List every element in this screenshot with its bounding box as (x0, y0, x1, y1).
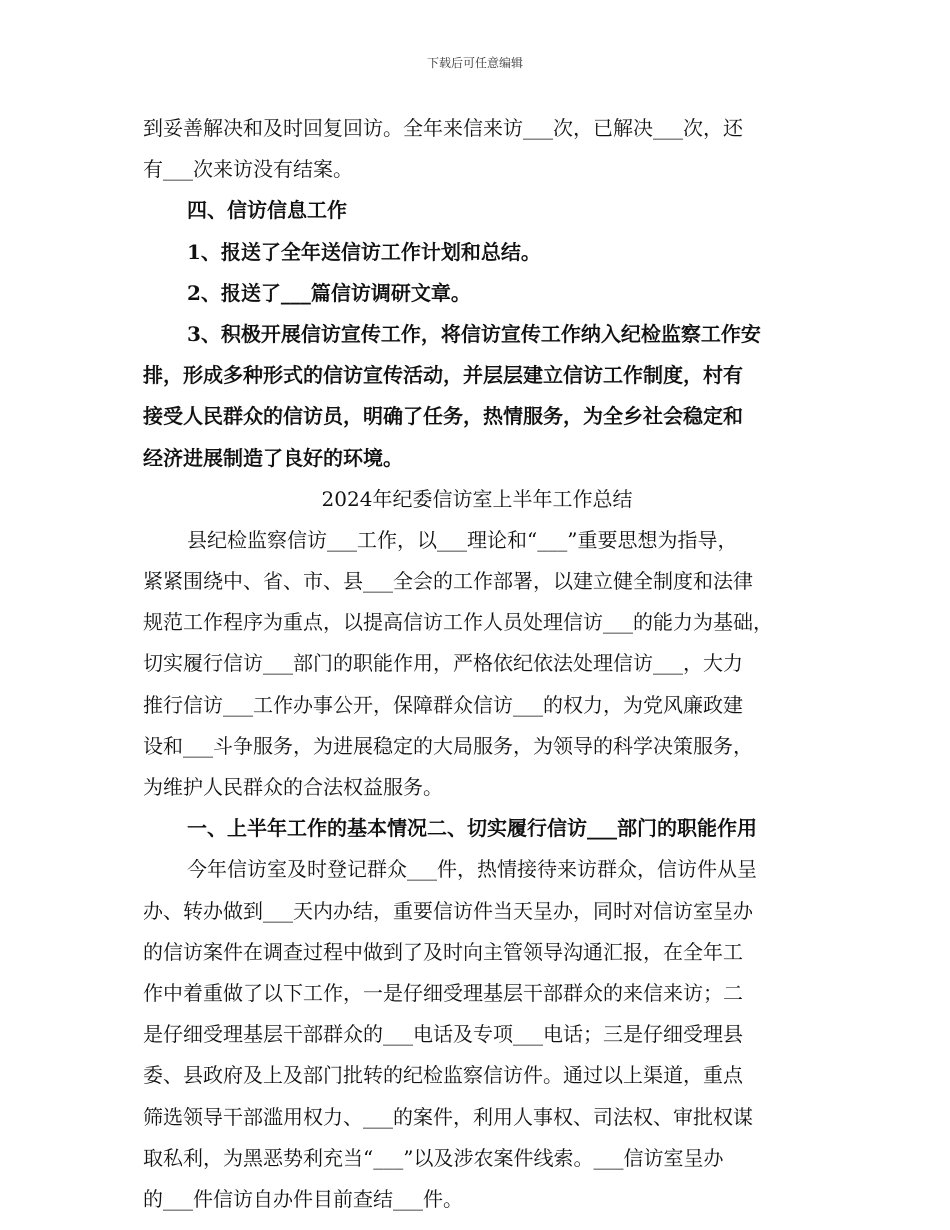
text-line: 切实履行信访___部门的职能作用，严格依纪依法处理信访___，大力 (143, 651, 743, 676)
text-line: 取私利，为黑恶势利充当“___”以及涉农案件线索。___信访室呈办 (143, 1145, 724, 1170)
text-line: 委、县政府及上及部门批转的纪检监察信访件。通过以上渠道，重点 (143, 1063, 743, 1088)
text-line: 到妥善解决和及时回复回访。全年来信来访___次，已解决___次，还 (143, 116, 743, 140)
text-line: 作中着重做了以下工作，一是仔细受理基层干部群众的来信来访；二 (143, 980, 743, 1005)
text-line: 是仔细受理基层干部群众的___电话及专项___电话；三是仔细受理县 (143, 1022, 743, 1047)
text-line: 筛选领导干部滥用权力、___的案件，利用人事权、司法权、审批权谋 (143, 1104, 753, 1129)
text-line: 1、报送了全年送信访工作计划和总结。 (187, 239, 541, 264)
page-header: 下载后可任意编辑 (426, 56, 523, 70)
text-line: 为维护人民群众的合法权益服务。 (143, 775, 443, 799)
text-line: 3、积极开展信访宣传工作，将信访宣传工作纳入纪检监察工作安 (187, 321, 761, 346)
text-line: 今年信访室及时登记群众___件，热情接待来访群众，信访件从呈 (187, 857, 757, 882)
text-line: 接受人民群众的信访员，明确了任务，热情服务，为全乡社会稳定和 (143, 404, 743, 429)
text-line: 县纪检监察信访___工作，以___理论和“___”重要思想为指导， (187, 527, 738, 552)
text-line: 排，形成多种形式的信访宣传活动，并层层建立信访工作制度，村有 (143, 363, 743, 388)
text-line: 2、报送了___篇信访调研文章。 (187, 280, 471, 305)
text-line: 经济进展制造了良好的环境。 (143, 445, 403, 470)
text-line: 四、信访信息工作 (187, 198, 347, 223)
text-line: 推行信访___工作办事公开，保障群众信访___的权力，为党风廉政建 (143, 692, 743, 717)
text-line: 的___件信访自办件目前查结___件。 (143, 1186, 463, 1211)
document-body (143, 108, 811, 1220)
text-line: 办、转办做到___天内办结，重要信访件当天呈办，同时对信访室呈办 (143, 898, 753, 923)
text-line: 紧紧围绕中、省、市、县___全会的工作部署，以建立健全制度和法律 (143, 569, 753, 594)
text-line: 规范工作程序为重点，以提高信访工作人员处理信访___的能力为基础， (143, 610, 773, 635)
text-line: 一、上半年工作的基本情况二、切实履行信访___部门的职能作用 (187, 816, 757, 841)
text-line: 有___次来访没有结案。 (143, 157, 353, 182)
text-line: 设和___斗争服务，为进展稳定的大局服务，为领导的科学决策服务， (143, 733, 753, 758)
text-line: 2024年纪委信访室上半年工作总结 (321, 486, 633, 511)
text-line: 的信访案件在调查过程中做到了及时向主管领导沟通汇报，在全年工 (143, 939, 743, 964)
